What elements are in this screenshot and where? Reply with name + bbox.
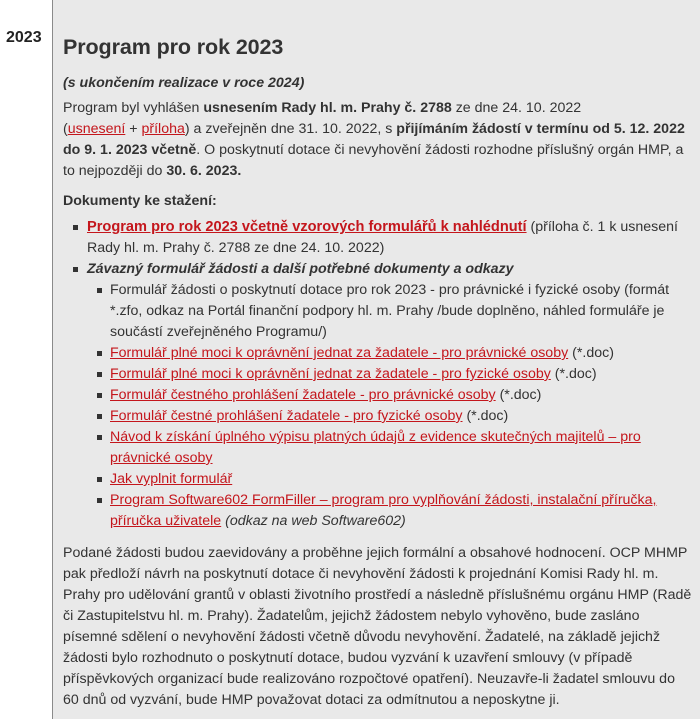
- list-item: [110, 490, 693, 532]
- form-text: Formulář žádosti o poskytnutí dotace pro rok 2023 - pro právnické i fyzické osoby (formát *.zfo, odkaz na Portál finanční podpory hl. m. Prahy /bude doplněno, náhled formuláře je součástí zveřejněného Programu/): [110, 282, 670, 340]
- list-item: [110, 469, 693, 490]
- intro-bold-deadline: 30. 6. 2023.: [166, 163, 242, 179]
- intro-text: ze dne 24. 10. 2022: [451, 100, 582, 116]
- list-item: [110, 385, 693, 406]
- intro-paragraph: [63, 98, 693, 182]
- power-of-attorney-legal-link[interactable]: Formulář plné moci k oprávnění jednat za žadatele - pro právnické osoby: [110, 345, 569, 361]
- how-to-fill-form-link[interactable]: Jak vyplnit formulář: [110, 471, 233, 487]
- beneficial-owners-guide-link[interactable]: Návod k získání úplného výpisu platných údajů z evidence skutečných majitelů – pro právnické osoby: [110, 429, 641, 466]
- usneseni-link[interactable]: usnesení: [67, 121, 126, 137]
- intro-text: ) a zveřejněn dne 31. 10. 2022, s: [184, 121, 397, 137]
- declaration-natural-link[interactable]: Formulář čestné prohlášení žadatele - pro fyzické osoby: [110, 408, 463, 424]
- closing-paragraph: Podané žádosti budou zaevidovány a proběhne jejich formální a obsahové hodnocení. OCP MHMP pak předloží návrh na poskytnutí dotace či nevyhovění žádosti k projednání Komisi Rady hl. m. Prahy pro udělování grantů v oblasti životního prostředí a následně příslušnému orgánu HMP (Radě či Zastupitelstvu hl. m. Prahy). Žadatelům, jejichž žádostem nebylo vyhověno, bude zasláno písemné sdělení o nevyhovění žádosti včetně důvodu nevyhovění. Žadatelé, na základě jejichž žádosti bylo rozhodnuto o poskytnutí dotace, budou vyzvání k uzavření smlouvy (v případě příspěvkových organizací bude realizováno rozpočtové opatření). Neuzavře-li žadatel smlouvu do 60 dnů od vyzvání, bude HMP považovat dotaci za odmítnutou a neposkytne ji.: [63, 545, 692, 708]
- program-document-link[interactable]: Program pro rok 2023 včetně vzorových formulářů k nahlédnutí: [87, 219, 527, 235]
- priloha-link[interactable]: příloha: [141, 121, 185, 137]
- declaration-legal-link[interactable]: Formulář čestného prohlášení žadatele - pro právnické osoby: [110, 387, 496, 403]
- software-note: (odkaz na web Software602): [221, 513, 406, 529]
- documents-list: [63, 217, 693, 532]
- list-item: [110, 427, 693, 469]
- intro-bold-term: přijímáním žádostí v termínu od 5. 12. 2022 do 9. 1. 2023 včetně: [63, 121, 685, 158]
- subtitle: (s ukončením realizace v roce 2024): [63, 75, 305, 91]
- list-item: [110, 406, 693, 427]
- list-item: [87, 217, 693, 259]
- list-item: [110, 364, 693, 385]
- intro-text: +: [125, 121, 142, 137]
- year-label: 2023: [6, 29, 42, 46]
- file-format: (*.doc): [462, 408, 509, 424]
- list-item: [110, 343, 693, 364]
- file-format: (*.doc): [568, 345, 614, 361]
- intro-text: (: [63, 121, 68, 137]
- program-section: [63, 33, 693, 711]
- intro-bold-resolution: usnesením Rady hl. m. Prahy č. 2788: [203, 100, 452, 116]
- list-item: [110, 280, 693, 343]
- docs-heading: Dokumenty ke stažení:: [63, 193, 217, 209]
- year-column: [0, 0, 53, 719]
- software602-link[interactable]: Program Software602 FormFiller – program pro vyplňování žádosti, instalační příručka, příručka uživatele: [110, 492, 657, 529]
- power-of-attorney-natural-link[interactable]: Formulář plné moci k oprávnění jednat za žadatele - pro fyzické osoby: [110, 366, 551, 382]
- intro-text: Program byl vyhlášen: [63, 100, 204, 116]
- intro-text: . O poskytnutí dotace či nevyhovění žádosti rozhodne příslušný orgán HMP, a to nejpozději do: [63, 142, 684, 179]
- list-item: [87, 259, 693, 532]
- program-note: (příloha č. 1 k usnesení Rady hl. m. Prahy č. 2788 ze dne 24. 10. 2022): [87, 219, 678, 256]
- file-format: (*.doc): [495, 387, 542, 403]
- page-title: Program pro rok 2023: [63, 35, 284, 59]
- file-format: (*.doc): [550, 366, 597, 382]
- binding-heading: Závazný formulář žádosti a další potřebné dokumenty a odkazy: [87, 261, 514, 277]
- binding-docs-list: [87, 280, 693, 532]
